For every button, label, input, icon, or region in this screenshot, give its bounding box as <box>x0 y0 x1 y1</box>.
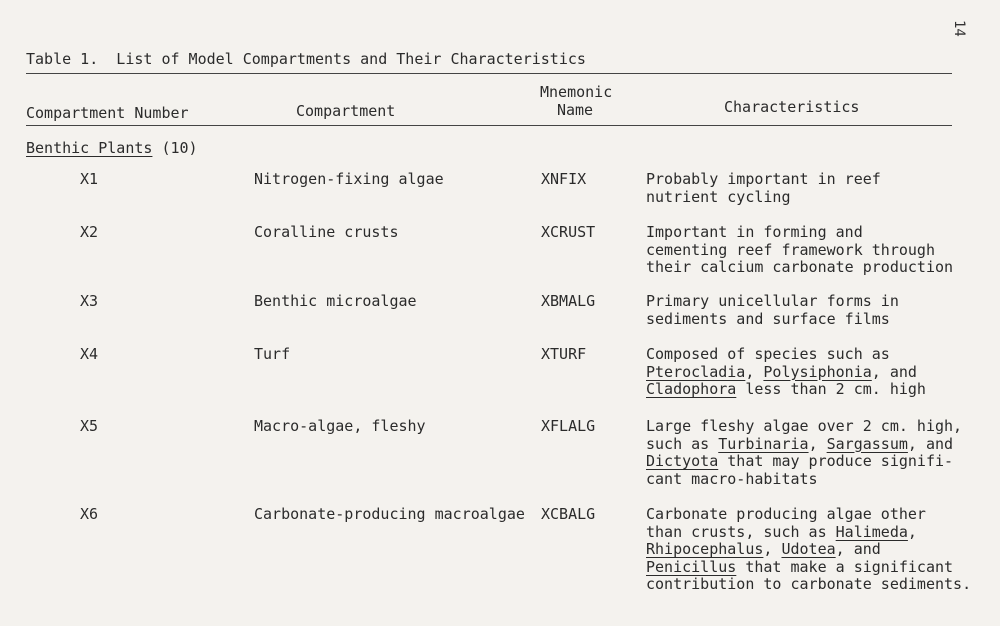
header-characteristics: Characteristics <box>724 98 860 116</box>
characteristics-line <box>646 541 971 559</box>
taxon-name: Sargassum <box>826 434 908 453</box>
compartment-number: X1 <box>80 170 99 188</box>
text-segment: Carbonate producing algae other <box>646 505 926 523</box>
text-segment: Large fleshy algae over 2 cm. high, <box>646 417 963 435</box>
section-label: Benthic Plants <box>26 139 153 157</box>
text-segment: that may produce signifi- <box>718 452 954 470</box>
compartment-number: X3 <box>80 292 99 310</box>
text-segment: , <box>745 362 764 381</box>
characteristics-line <box>646 242 953 260</box>
compartment-name: Coralline crusts <box>254 223 399 241</box>
taxon-name: Cladophora <box>646 380 737 398</box>
text-segment: cementing reef framework through <box>646 240 935 259</box>
text-segment: , and <box>907 434 954 453</box>
compartment-name: Benthic microalgae <box>254 292 417 310</box>
characteristics-line <box>646 346 926 364</box>
text-segment: Probably important in reef <box>646 170 881 188</box>
taxon-name: Polysiphonia <box>763 362 872 381</box>
table-title: Table 1. List of Model Compartments and Their Characteristics <box>26 50 586 68</box>
characteristics-text <box>646 224 953 277</box>
compartment-name: Macro-algae, fleshy <box>254 417 426 435</box>
text-segment: Important in forming and <box>646 223 863 241</box>
compartment-number: X6 <box>80 505 99 523</box>
text-segment: contribution to carbonate sediments. <box>646 575 972 593</box>
characteristics-text <box>646 293 899 328</box>
header-rule <box>26 125 952 126</box>
compartment-number: X2 <box>80 223 99 241</box>
mnemonic-name: XNFIX <box>541 170 587 188</box>
compartment-name: Nitrogen-fixing algae <box>254 170 444 188</box>
characteristics-text <box>646 171 881 206</box>
taxon-name: Turbinaria <box>718 434 809 453</box>
text-segment: cant macro-habitats <box>646 469 818 488</box>
mnemonic-name: XCRUST <box>541 223 596 241</box>
characteristics-text <box>646 506 971 594</box>
header-mnemonic-name: Mnemonic Name <box>540 83 613 119</box>
characteristics-line <box>646 311 899 329</box>
compartment-name: Turf <box>254 345 291 363</box>
characteristics-text <box>646 418 962 488</box>
characteristics-line <box>646 436 962 454</box>
text-segment: such as <box>646 434 719 453</box>
characteristics-line <box>646 189 881 207</box>
section-count: (10) <box>152 139 198 157</box>
mnemonic-name: XTURF <box>541 345 587 363</box>
text-segment: than crusts, such as <box>646 522 836 541</box>
characteristics-line <box>646 471 962 489</box>
taxon-name: Dictyota <box>646 452 719 470</box>
text-segment: , and <box>835 540 881 558</box>
mnemonic-name: XBMALG <box>541 292 596 310</box>
characteristics-line <box>646 259 953 277</box>
text-segment: , <box>808 434 827 453</box>
characteristics-text <box>646 346 926 399</box>
header-compartment-number: Compartment Number <box>26 104 189 122</box>
compartment-name: Carbonate-producing macroalgae <box>254 505 525 523</box>
text-segment: , <box>907 522 917 541</box>
mnemonic-name: XCBALG <box>541 505 596 523</box>
taxon-name: Halimeda <box>835 522 908 541</box>
characteristics-line <box>646 418 962 436</box>
text-segment: , <box>763 540 782 558</box>
taxon-name: Rhipocephalus <box>646 540 764 558</box>
taxon-name: Udotea <box>781 540 836 558</box>
compartment-number: X5 <box>80 417 99 435</box>
section-heading <box>26 139 198 157</box>
characteristics-line <box>646 364 926 382</box>
text-segment: less than 2 cm. high <box>736 380 926 398</box>
page-number: 14 <box>951 20 967 37</box>
characteristics-line <box>646 293 899 311</box>
text-segment: Composed of species such as <box>646 345 890 363</box>
characteristics-line <box>646 506 971 524</box>
characteristics-line <box>646 524 971 542</box>
top-rule <box>26 73 952 74</box>
text-segment: nutrient cycling <box>646 187 791 206</box>
taxon-name: Penicillus <box>646 557 737 576</box>
characteristics-line <box>646 576 971 594</box>
text-segment: their calcium carbonate production <box>646 258 954 276</box>
text-segment: , and <box>871 362 917 381</box>
text-segment: Primary unicellular forms in <box>646 292 899 310</box>
characteristics-line <box>646 224 953 242</box>
characteristics-line <box>646 381 926 399</box>
characteristics-line <box>646 171 881 189</box>
compartment-number: X4 <box>80 345 99 363</box>
taxon-name: Pterocladia <box>646 362 746 381</box>
mnemonic-name: XFLALG <box>541 417 596 435</box>
characteristics-line <box>646 559 971 577</box>
header-compartment: Compartment <box>296 102 396 120</box>
text-segment: sediments and surface films <box>646 309 890 328</box>
text-segment: that make a significant <box>736 557 954 576</box>
characteristics-line <box>646 453 962 471</box>
